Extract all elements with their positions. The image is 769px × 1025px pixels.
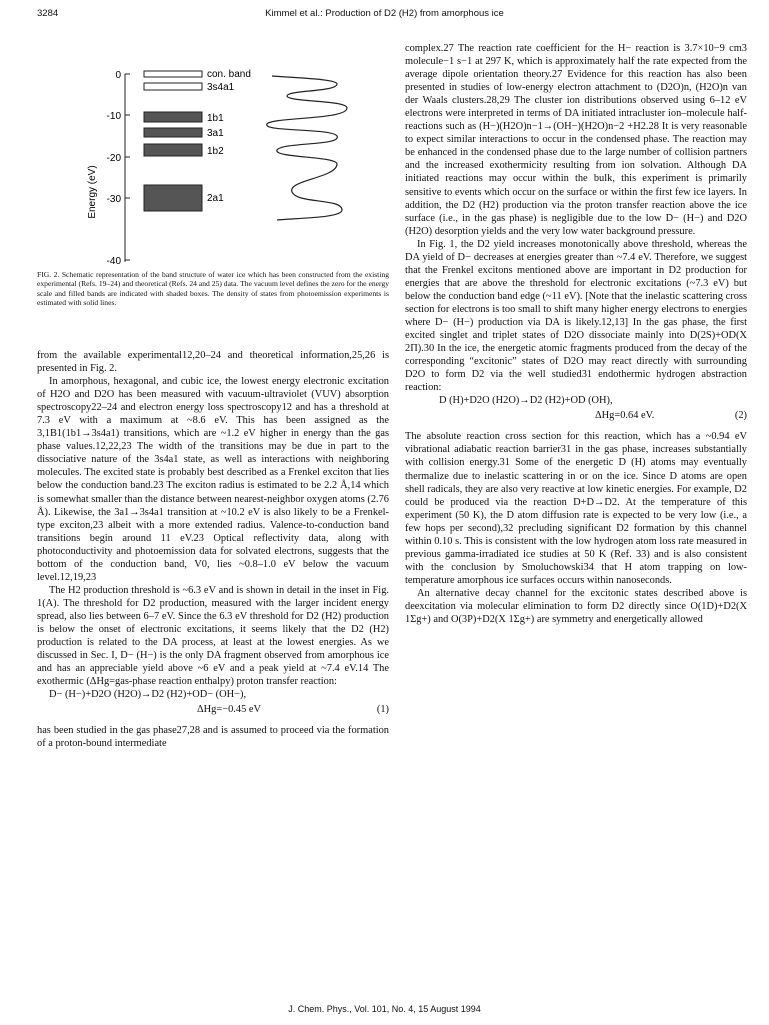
paragraph: The H2 production threshold is ~6.3 eV and is shown in detail in the inset in Fig. 1(A). The threshold for D2 production, measured with the larger incident energy spread, also lies between 6–7 eV. Since the 6.3 eV threshold for D2 (H2) production is below the onset of electronic excitations, it seems likely that the D2 (H2) production is related to the DA process, at least at the lowest energies. As we discussed in Sec. I, D− (H−) is the only DA fragment observed from amorphous ice and has an appreciable yield above ~6 eV and a peak yield at ~7.4 eV.14 The exothermic (ΔHg=gas-phase reaction enthalpy) proton transfer reaction: [37,584,389,688]
equation-2-line2: ΔHg=0.64 eV. [595,410,655,422]
running-title: Kimmel et al.: Production of D2 (H2) from amorphous ice [265,8,504,19]
tick-label: 0 [115,70,121,81]
figure-caption: FIG. 2. Schematic representation of the band structure of water ice which has been constructed from the existing experimental (Refs. 19–24) and theoretical (Refs. 24 and 25) data. The vacuum level defines the zero for the energy scale and filled bands are indicated with shaded boxes. The density of states from photoemission experiments is estimated with solid lines. [37,270,389,307]
equation-1-line2: ΔHg=−0.45 eV [197,704,261,716]
band-structure-figure [37,62,389,267]
paragraph: has been studied in the gas phase27,28 and is assumed to proceed via the formation of a proton-bound intermediate [37,725,389,750]
density-of-states-curve [267,76,347,220]
paragraph: complex.27 The reaction rate coefficient for the H− reaction is 3.7×10−9 cm3 molecule−1 s−1 at 297 K, which is approximately half the rate expected from the average dipole orientation theory.27 Evidence for this reaction has also been presented in studies of low-energy electron attachment to (D2O)n, (H2O)n van der Waals clusters.28,29 The cluster ion distributions observed using 6–12 eV electrons were interpreted in terms of DA initiated intracluster ion–molecule half-reactions such as (H−)(H2O)n−1→(OH−)(H2O)n−2 +H2.28 It is very reasonable to expect similar interactions to occur in the condensed phase. The reaction may be enhanced in the condensed phase due to the large number of collision partners and the increased exothermicity resulting from ion solvation. Although DA initiated reactions may occur within the bulk, this experiment is primarily sensitive to events which occur on the surface or within the first few ice layers. In addition, the D2 (H2) production via the proton transfer reaction above the ice surface (i.e., in the gas phase) is negligible due to the low D− (H−) and D2O (H2O) desorption yields and the very low water background pressure. [405,43,747,237]
band-label: 2a1 [207,193,224,204]
band-label: con. band [207,69,251,80]
page-footer: J. Chem. Phys., Vol. 101, No. 4, 15 August 1994 [288,1004,481,1014]
paragraph: from the available experimental12,20–24 and theoretical information,25,26 is presented in Fig. 2. [37,350,389,375]
equation-1-row [37,703,389,716]
band-label: 1b2 [207,146,224,157]
band-label: 3s4a1 [207,82,235,93]
axis-label: Energy (eV) [87,165,98,219]
tick-label: -20 [106,153,121,164]
tick-label: -30 [106,194,121,205]
paragraph: The absolute reaction cross section for this reaction, which has a ~0.94 eV vibrational adiabatic reaction barrier31 in the gas phase, increases substantially with collision energy.31 Some of the energetic D (H) atoms may eventually thermalize due to inelastic scattering in or on the ice. Since D atoms are open shell radicals, they are also very reactive at low kinetic energies. For example, D2 could be produced via the reaction D+D→D2. At the temperature of this experiment (50 K), the D atom diffusion rate is expected to be very low (i.e., a few hops per second),32 precluding significant D2 formation by this channel within 0.10 s. This is consistent with the low hydrogen atom loss rate measured in previous gamma-irradiated ice studies at 50 K (Ref. 33) and is also consistent with the conclusion by Smoluchowski34 that H atom trapping on low-temperature amorphous ice surfaces occurs within nanoseconds. [405,431,747,586]
paragraph: In Fig. 1, the D2 yield increases monotonically above threshold, whereas the DA yield of D− decreases at energies greater than ~7.4 eV. Therefore, we suggest that the Frenkel excitons mentioned above are important in D2 production for energies that are above the threshold for electronic excitations (~7.3 eV) but below the conduction band edge (~11 eV). [Note that the inelastic scattering cross section for electrons is too small to shift many higher energy electrons to energies where D− (H−) production via DA is likely.12,13] In the gas phase, the first excited singlet and triplet states of D2O dissociate mainly into D(2S)+OD(X 2Π).30 In the ice, the energetic atomic fragments produced from the decay of the corresponding “excitonic” states of D2O may react directly with surrounding D2O to form D2 via the well studied31 endothermic hydrogen abstraction reaction: [405,238,747,394]
equation-2-row [405,409,747,422]
equation-2-line1: D (H)+D2O (H2O)→D2 (H2)+OD (OH), [439,395,613,407]
paragraph: An alternative decay channel for the excitonic states described above is deexcitation via molecular elimination to form D2 directly since O(1D)+D2(X 1Σg+) and O(3P)+D2(X 1Σg+) are symmetry and energetically allowed [405,587,747,626]
right-column [405,42,747,626]
band-label: 3a1 [207,128,224,139]
paragraph: In amorphous, hexagonal, and cubic ice, the lowest energy electronic excitation of H2O and D2O has been measured with vacuum-ultraviolet (VUV) absorption spectroscopy22–24 and electron energy loss spectroscopy12 and has a threshold at 7.3 eV with a maximum at ~8.6 eV. This has been assigned as the 3,1B1(1b1→3s4a1) transitions, which are ~1.2 eV higher in energy than the gas phase values.12,22,23 The width of the transitions may be due in part to the dissociative nature of the 3s4a1 state, as well as interactions with neighboring molecules. The excited state is probably best described as a Frenkel exciton that lies below the conduction band.23 The exciton radius is estimated to be 2.2 Å,14 which is somewhat smaller than the distance between nearest-neighbor oxygen atoms (2.76 Å). Likewise, the 3a1→3s4a1 transition at ~10.2 eV is also likely to be a Frenkel-type exciton,23 albeit with a more extended radius. Valence-to-conduction band transitions begin around 11 eV.23 Optical reflectivity data, along with photoconductivity and photoemission data for solvated electrons, suggests that the bottom of the conduction band, V0, lies ~0.8–1.0 eV below the vacuum level.12,19,23 [37,376,389,583]
equation-2-number: (2) [734,410,747,422]
tick-label: -10 [106,111,121,122]
equation-1-line1: D− (H−)+D2O (H2O)→D2 (H2)+OD− (OH−), [49,689,247,701]
page-number: 3284 [37,8,59,19]
equation-1-number: (1) [376,704,389,716]
tick-label: -40 [106,256,121,267]
band-label: 1b1 [207,113,224,124]
left-column [37,349,389,750]
